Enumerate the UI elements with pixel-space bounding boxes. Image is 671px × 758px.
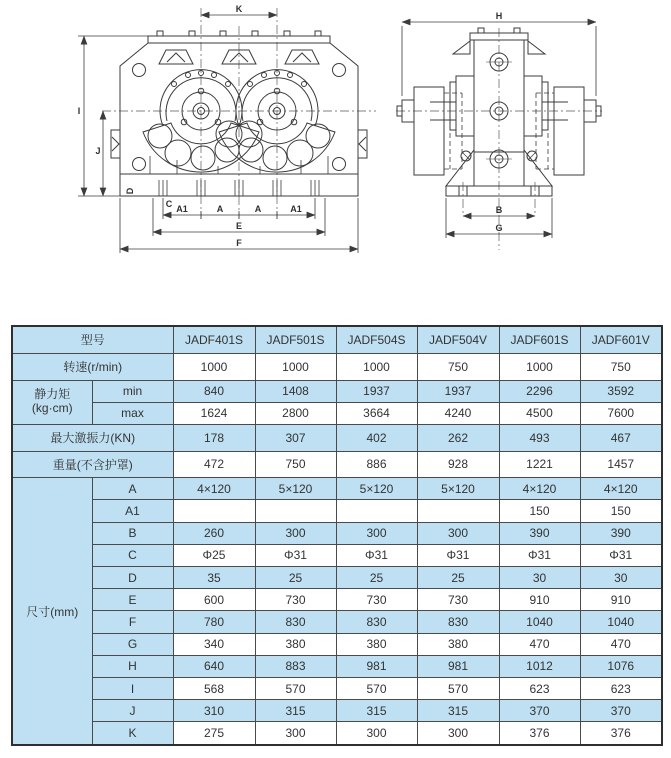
dim-name-cell: A [92,478,173,500]
value-cell: 178 [173,424,255,451]
dim-name-cell: E [92,589,173,611]
value-cell: 35 [173,567,255,589]
static-moment-unit: (kg·cm) [31,401,73,416]
dim-name-cell: I [92,678,173,700]
value-cell: 370 [580,700,662,722]
value-cell: 928 [417,451,499,478]
technical-drawing [0,0,671,320]
dim-name-cell: D [92,567,173,589]
dim-label-a1-right: A1 [290,204,302,214]
dim-label-d: D [125,187,135,195]
max-force-label-cell: 最大激振力(KN) [12,424,173,451]
value-cell: 300 [417,522,499,544]
value-cell: 568 [173,678,255,700]
dim-label-a-right: A [254,204,262,214]
static-moment-label: 静力矩 [34,387,71,402]
value-cell: 883 [255,655,336,677]
value-cell: 840 [173,380,255,402]
dim-label-e: E [235,221,243,231]
dim-name-cell: H [92,655,173,677]
value-cell: 30 [499,567,580,589]
value-cell: Φ31 [417,544,499,566]
value-cell: 1937 [336,380,417,402]
value-cell: 981 [417,655,499,677]
value-cell: Φ31 [499,544,580,566]
value-cell: 25 [255,567,336,589]
value-cell: 1221 [499,451,580,478]
value-cell: 3592 [580,380,662,402]
value-cell: 467 [580,424,662,451]
value-cell: 1457 [580,451,662,478]
row-static-moment-max [12,402,662,424]
mounting-slots [159,180,319,196]
value-cell: 2800 [255,402,336,424]
row-speed [12,353,662,380]
row-dim-C [12,544,662,566]
value-cell: 1624 [173,402,255,424]
dim-label-h: H [495,11,503,21]
speed-label-cell: 转速(r/min) [12,353,173,380]
dim-name-cell: B [92,522,173,544]
value-cell: 150 [580,500,662,522]
value-cell: 570 [417,678,499,700]
value-cell: 1000 [336,353,417,380]
value-cell: 780 [173,611,255,633]
row-dim-G [12,633,662,655]
value-cell: 4×120 [173,478,255,500]
row-dim-I [12,678,662,700]
value-cell: 830 [417,611,499,633]
dim-label-f: F [236,238,242,248]
dim-label-k: K [235,4,243,14]
value-cell: 30 [580,567,662,589]
value-cell: 570 [255,678,336,700]
spec-table [11,325,663,746]
dim-name-cell: F [92,611,173,633]
row-dim-H [12,655,662,677]
row-weight [12,451,662,478]
static-moment-label-cell [12,380,92,424]
value-cell: 150 [499,500,580,522]
value-cell: 910 [499,589,580,611]
dim-name-cell: J [92,700,173,722]
value-cell: 1937 [417,380,499,402]
value-cell: 910 [580,589,662,611]
value-cell [336,500,417,522]
value-cell: 25 [417,567,499,589]
value-cell: 315 [336,700,417,722]
eccentric-weight-right [216,121,335,172]
value-cell: 380 [417,633,499,655]
value-cell: 4×120 [580,478,662,500]
value-cell: Φ31 [336,544,417,566]
value-cell: 472 [173,451,255,478]
value-cell: 1040 [580,611,662,633]
row-dim-D [12,567,662,589]
value-cell: 640 [173,655,255,677]
row-static-moment-min [12,380,662,402]
value-cell: 750 [255,451,336,478]
dim-name-cell: C [92,544,173,566]
value-cell: 300 [336,522,417,544]
dimension-labels [78,4,503,248]
value-cell: 262 [417,424,499,451]
value-cell: 1012 [499,655,580,677]
value-cell: 300 [417,722,499,745]
dim-label-b: B [495,205,503,215]
row-dim-J [12,700,662,722]
value-cell: 7600 [580,402,662,424]
model-name-cell: JADF504S [336,326,417,353]
value-cell: 493 [499,424,580,451]
value-cell: 5×120 [336,478,417,500]
value-cell: 4240 [417,402,499,424]
model-name-cell: JADF601V [580,326,662,353]
row-dim-K [12,722,662,745]
value-cell: 390 [499,522,580,544]
row-dim-E [12,589,662,611]
dim-label-j: J [95,146,101,156]
min-label-cell: min [92,380,173,402]
value-cell: 275 [173,722,255,745]
model-name-cell: JADF401S [173,326,255,353]
value-cell: 1408 [255,380,336,402]
eccentric-weight-left [143,121,262,172]
value-cell [173,500,255,522]
value-cell: Φ31 [580,544,662,566]
value-cell: 300 [255,722,336,745]
row-dim-A [12,478,662,500]
model-name-cell: JADF504V [417,326,499,353]
value-cell: Φ31 [255,544,336,566]
value-cell: 4×120 [499,478,580,500]
side-weight-right [536,87,601,175]
value-cell: 750 [417,353,499,380]
side-centerlines [396,28,602,250]
value-cell: 402 [336,424,417,451]
value-cell: Φ25 [173,544,255,566]
row-dim-A1 [12,500,662,522]
dim-label-g: G [495,223,503,233]
weight-label-cell: 重量(不含护罩) [12,451,173,478]
value-cell: 2296 [499,380,580,402]
value-cell: 886 [336,451,417,478]
dim-label-i: I [77,106,81,116]
value-cell: 981 [336,655,417,677]
value-cell: 1000 [255,353,336,380]
value-cell: 730 [255,589,336,611]
row-dim-F [12,611,662,633]
value-cell: 340 [173,633,255,655]
value-cell: 830 [255,611,336,633]
side-weight-left [397,87,462,175]
dim-name-cell: A1 [92,500,173,522]
row-dim-B [12,522,662,544]
value-cell: 750 [580,353,662,380]
value-cell: 380 [336,633,417,655]
value-cell: 1076 [580,655,662,677]
value-cell: 4500 [499,402,580,424]
value-cell: 623 [580,678,662,700]
value-cell: 470 [580,633,662,655]
front-view [78,8,376,253]
dim-label-c: C [165,199,173,209]
dim-name-cell: G [92,633,173,655]
dim-name-cell: K [92,722,173,745]
value-cell: 307 [255,424,336,451]
value-cell: 1000 [499,353,580,380]
dim-label-a1-left: A1 [176,204,188,214]
value-cell: 315 [417,700,499,722]
value-cell: 570 [336,678,417,700]
value-cell: 310 [173,700,255,722]
value-cell: 1000 [173,353,255,380]
value-cell: 380 [255,633,336,655]
value-cell: 376 [499,722,580,745]
value-cell: 730 [417,589,499,611]
value-cell: 730 [336,589,417,611]
value-cell: 600 [173,589,255,611]
value-cell: 300 [255,522,336,544]
value-cell: 25 [336,567,417,589]
model-name-cell: JADF501S [255,326,336,353]
value-cell: 5×120 [417,478,499,500]
dimensions-label-cell: 尺寸(mm) [12,478,92,745]
value-cell: 315 [255,700,336,722]
value-cell [417,500,499,522]
value-cell: 830 [336,611,417,633]
value-cell: 390 [580,522,662,544]
value-cell: 3664 [336,402,417,424]
row-header [12,326,662,353]
value-cell [255,500,336,522]
value-cell: 1040 [499,611,580,633]
value-cell: 260 [173,522,255,544]
side-view [396,22,602,250]
max-label-cell: max [92,402,173,424]
value-cell: 370 [499,700,580,722]
value-cell: 623 [499,678,580,700]
value-cell: 470 [499,633,580,655]
value-cell: 5×120 [255,478,336,500]
value-cell: 300 [336,722,417,745]
row-max-force [12,424,662,451]
dim-label-a-left: A [216,204,224,214]
value-cell: 376 [580,722,662,745]
model-name-cell: JADF601S [499,326,580,353]
model-header-cell: 型号 [12,326,173,353]
